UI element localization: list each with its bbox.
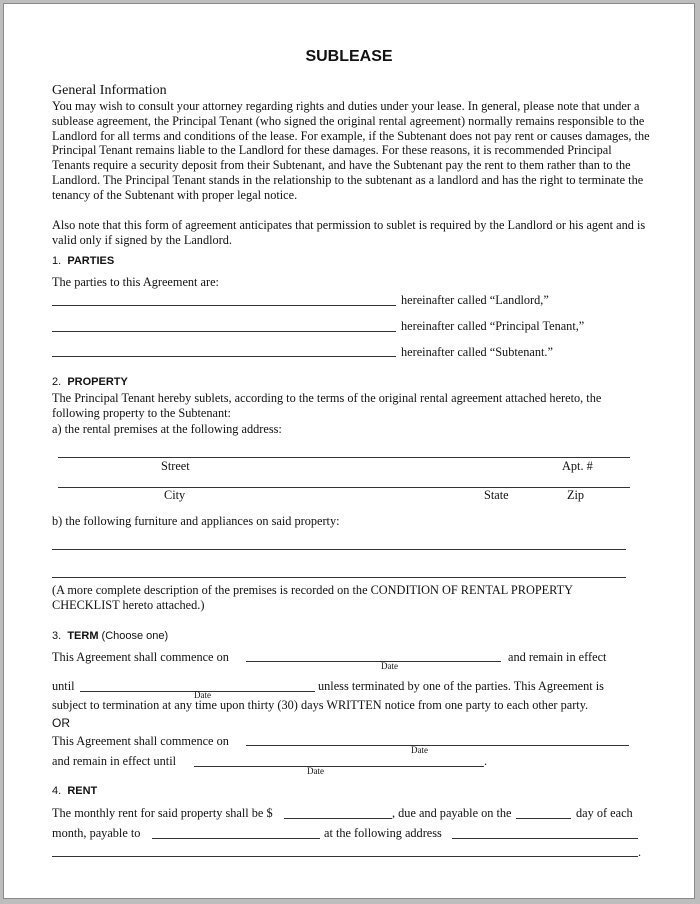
term-or: OR bbox=[52, 716, 70, 730]
zip-label: Zip bbox=[567, 488, 585, 502]
property-intro: The Principal Tenant hereby sublets, according to the terms of the original rental agreement attached hereto, the following property to the Subtenant: bbox=[52, 391, 602, 420]
general-info-paragraph-2: Also note that this form of agreement anticipates that permission to sublet is required by the Landlord or his agent and is valid only if signed by the Landlord. bbox=[52, 218, 646, 247]
landlord-label: hereinafter called “Landlord,” bbox=[401, 293, 549, 307]
city-label: City bbox=[164, 488, 186, 502]
rent-period: . bbox=[638, 845, 642, 859]
property-item-b: b) the following furniture and appliances on said property: bbox=[52, 514, 340, 528]
rent-due: , due and payable on the bbox=[392, 806, 512, 820]
term-until: until bbox=[52, 679, 75, 693]
section-title: RENT bbox=[67, 785, 98, 797]
apt-label: Apt. # bbox=[562, 459, 593, 473]
sublease-form-page bbox=[3, 3, 695, 899]
term-remain-2: and remain in effect until bbox=[52, 754, 177, 768]
state-label: State bbox=[484, 488, 509, 502]
rent-month-payable: month, payable to bbox=[52, 826, 141, 840]
section-property-heading bbox=[52, 376, 128, 388]
remain-until-date-label: Date bbox=[307, 766, 324, 776]
commence-date-1-label: Date bbox=[381, 661, 398, 671]
principal-tenant-name-field[interactable] bbox=[52, 331, 396, 332]
section-number: 3. bbox=[52, 630, 62, 642]
general-info-heading: General Information bbox=[52, 83, 167, 98]
rent-address-field-1[interactable] bbox=[452, 838, 638, 839]
property-item-a: a) the rental premises at the following address: bbox=[52, 422, 282, 436]
furniture-field-line-1[interactable] bbox=[52, 549, 626, 550]
commence-date-2-field[interactable] bbox=[246, 745, 629, 746]
furniture-field-line-2[interactable] bbox=[52, 577, 626, 578]
section-number: 4. bbox=[52, 785, 62, 797]
term-commence-2: This Agreement shall commence on bbox=[52, 734, 229, 748]
term-commence-1: This Agreement shall commence on bbox=[52, 650, 229, 664]
section-parties-heading bbox=[52, 255, 114, 267]
term-unless: unless terminated by one of the parties. This Agreement is bbox=[318, 679, 604, 693]
term-remain-1: and remain in effect bbox=[508, 650, 607, 664]
term-choose-note: (Choose one) bbox=[101, 630, 169, 642]
remain-until-date-field[interactable] bbox=[194, 766, 484, 767]
section-rent-heading bbox=[52, 785, 97, 797]
principal-tenant-label: hereinafter called “Principal Tenant,” bbox=[401, 319, 585, 333]
subtenant-name-field[interactable] bbox=[52, 356, 396, 357]
subtenant-label: hereinafter called “Subtenant.” bbox=[401, 345, 553, 359]
city-state-zip-field[interactable] bbox=[58, 487, 630, 488]
rent-amount-field[interactable] bbox=[284, 818, 392, 819]
street-address-field[interactable] bbox=[58, 457, 630, 458]
section-title: PROPERTY bbox=[67, 376, 128, 388]
general-info-paragraph-1: You may wish to consult your attorney regarding rights and duties under your lease. In general, please note that under a sublease agreement, the Principal Tenant (who signed the original rental agreement) normally remains responsible to the Landlord for all terms and conditions of the lease. For example, if the Subtenant does not pay rent or causes damages, the Principal Tenant remains liable to the Landlord for these damages. For these reasons, it is recommended Principal Tenants require a security deposit from their Subtenant, and have the Subtenant pay the rent to them rather than to the Landlord. The Principal Tenant stands in the relationship to the subtenant as a landlord and has the right to terminate the tenancy of the Subtenant with proper legal notice. bbox=[52, 99, 650, 202]
rent-monthly: The monthly rent for said property shall be $ bbox=[52, 806, 273, 820]
property-checklist-note: (A more complete description of the premises is recorded on the CONDITION OF RENTAL PROPERTY CHECKLIST hereto attached.) bbox=[52, 583, 573, 612]
section-number: 2. bbox=[52, 376, 62, 388]
landlord-name-field[interactable] bbox=[52, 305, 396, 306]
term-subject: subject to termination at any time upon thirty (30) days WRITTEN notice from one party to each other party. bbox=[52, 698, 589, 712]
commence-date-2-label: Date bbox=[411, 745, 428, 755]
rent-address-field-2[interactable] bbox=[52, 856, 638, 857]
street-label: Street bbox=[161, 459, 190, 473]
section-term-heading bbox=[52, 630, 168, 642]
section-title: TERM bbox=[67, 630, 99, 642]
term-period: . bbox=[484, 754, 488, 768]
rent-day-of-each: day of each bbox=[576, 806, 633, 820]
document-title: SUBLEASE bbox=[305, 48, 393, 65]
parties-intro: The parties to this Agreement are: bbox=[52, 275, 219, 289]
rent-address-label: at the following address bbox=[324, 826, 442, 840]
rent-day-field[interactable] bbox=[516, 818, 571, 819]
until-date-label: Date bbox=[194, 690, 211, 700]
section-title: PARTIES bbox=[67, 255, 115, 267]
rent-payable-to-field[interactable] bbox=[152, 838, 320, 839]
commence-date-1-field[interactable] bbox=[246, 661, 501, 662]
section-number: 1. bbox=[52, 255, 62, 267]
